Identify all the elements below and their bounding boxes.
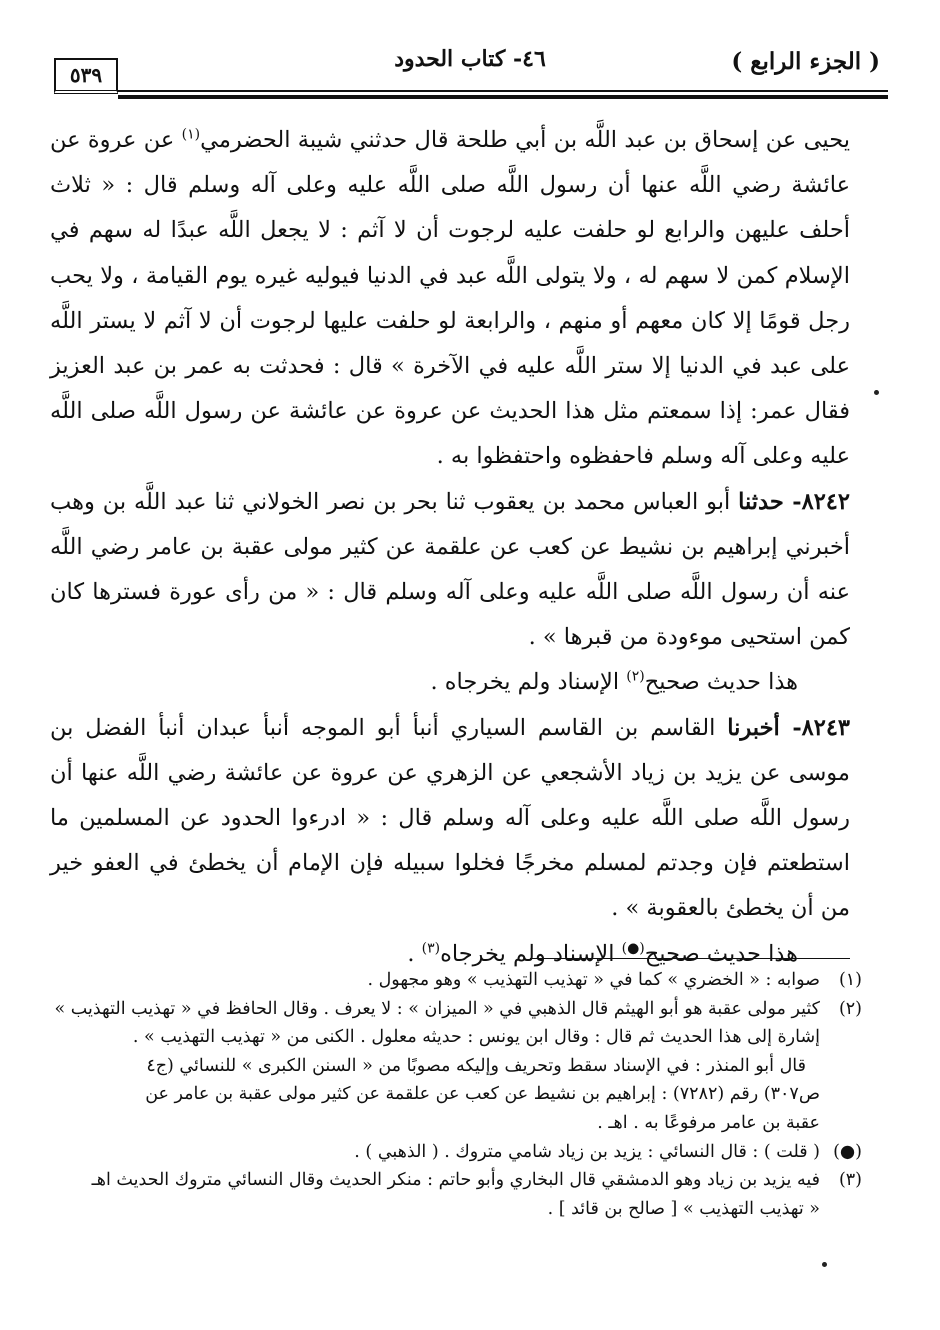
paragraph-continuation [50,118,850,480]
footnote-text: إشارة إلى هذا الحديث ثم قال : وقال ابن يونس : حديثه معلول . الكنى من « تهذيب التهذيب » . [132,1027,820,1048]
text-run: يحيى عن إسحاق بن عبد اللَّه بن أبي طلحة قال حدثني شيبة الحضرمي [200,127,850,153]
footnote-marker: (●) [833,1141,862,1162]
text-run: الإسناد ولم يخرجاه . [430,669,627,696]
text-run: هذا حديث صحيح [644,669,798,696]
page-number: ٥٣٩ [54,58,118,94]
hadith-lead: - أخبرنا [727,714,802,741]
footnote-3 [48,1166,862,1223]
hadith-number: ٨٢٤٣ [801,714,850,741]
footnote-text: فيه يزيد بن زياد وهو الدمشقي قال البخاري وأبو حاتم : منكر الحديث وقال النسائي متروك الحديث اهـ [91,1170,820,1191]
header-rule-thick [118,95,888,99]
ink-dot [822,1262,827,1267]
footnote-ref: (١) [181,126,201,143]
text-run: عن عروة عن عائشة رضي اللَّه عنها أن رسول اللَّه صلى اللَّه عليه وعلى آله وسلم قال : « ثلاث أحلف عليهن والرابع لو حلفت عليه لرجوت أن لا آثم : لا يجعل اللَّه عبدًا له سهم في الإسلام كمن لا سهم له ، ولا يتولى اللَّه عبد في الدنيا فيوليه غيره يوم القيامة ، ولا يحب رجل قومًا إلا كان معهم أو منهم ، والرابعة لو حلفت عليها لرجوت أن لا آثم لا يستر اللَّه على عبد في الدنيا إلا ستر اللَّه عليه في الآخرة » قال : فحدثت به عمر بن عبد العزيز فقال عمر: إذا سمعتم مثل هذا الحديث عن عروة عن عائشة عن رسول اللَّه صلى اللَّه عليه وعلى آله وسلم فاحفظوه واحتفظوا به . [50,127,850,470]
footnote-text: قال أبو المنذر : في الإسناد سقط وتحريف وإليكه مصوبًا من « السنن الكبرى » للنسائي (ج٤ [146,1055,806,1076]
footnote-marker: (٣) [838,1170,862,1191]
footnote-ref: (٣) [421,940,441,957]
part-label: ( الجزء الرابع ) [731,48,880,75]
hadith-verdict [50,660,850,705]
text-run: الإسناد ولم يخرجاه [440,940,622,967]
footnote-text: ( قلت ) : قال النسائي : يزيد بن زياد شامي متروك . ( الذهبي ) . [354,1141,820,1162]
hadith-lead: - حدثنا [738,488,802,515]
footnote-2 [48,995,862,1138]
text-run: هذا حديث صحيح [644,940,798,967]
text-run: . [407,940,422,967]
hadith-text: أبو العباس محمد بن يعقوب ثنا بحر بن نصر الخولاني ثنا عبد اللَّه بن وهب أخبرني إبراهيم بن نشيط عن كعب عن علقمة عن كثير مولى عقبة بن عامر رضي اللَّه عنه أن رسول اللَّه صلى اللَّه عليه وعلى آله وسلم قال : « من رأى عورة فسترها كان كمن استحيى موءودة من قبرها » . [50,488,850,651]
footnote-text: صوابه : « الخضري » كما في « تهذيب التهذيب » وهو مجهول . [367,970,820,990]
footnote-text: عقبة بن عامر مرفوعًا به . اهـ . [597,1112,820,1133]
footnote-text: « تهذيب التهذيب » [ صالح بن قائد ] . [547,1198,820,1219]
footnote-ref: (●) [621,940,645,957]
footnote-text: كثير مولى عقبة هو أبو الهيثم قال الذهبي في « الميزان » : لا يعرف . وقال الحافظ في « تهذيب التهذيب » [54,998,820,1019]
header-rule-thin [118,90,888,92]
footnote-ref: (٢) [626,668,645,685]
hadith-number: ٨٢٤٢ [801,488,850,515]
footnote-marker: (١) [838,970,862,990]
footnote-separator [530,958,850,959]
book-title: ٤٦- كتاب الحدود [394,46,546,72]
hadith-8242 [50,480,850,661]
footnote-marker: (٢) [838,998,862,1019]
hadith-8243 [50,706,850,932]
footnotes [48,966,862,1223]
running-header [52,40,888,100]
ink-dot [874,390,879,395]
footnote-text: ص٣٠٧) رقم (٧٢٨٢) : إبراهيم بن نشيط عن كعب عن علقمة عن كثير مولى عقبة بن عامر عن [145,1084,820,1105]
hadith-text: القاسم بن القاسم السياري أنبأ أبو الموجه أنبأ عبدان أنبأ الفضل بن موسى عن يزيد بن زياد الأشجعي عن الزهري عن عروة عن عائشة رضي اللَّه عنها أن رسول اللَّه صلى اللَّه عليه وعلى آله وسلم قال : « ادرءوا الحدود عن المسلمين ما استطعتم فإن وجدتم لمسلم مخرجًا فخلوا سبيله فإن الإمام أن يخطئ في العفو خير من أن يخطئ بالعقوبة » . [50,714,850,922]
main-text [50,118,850,977]
footnote-1 [48,966,862,995]
footnote-dot [48,1138,862,1167]
